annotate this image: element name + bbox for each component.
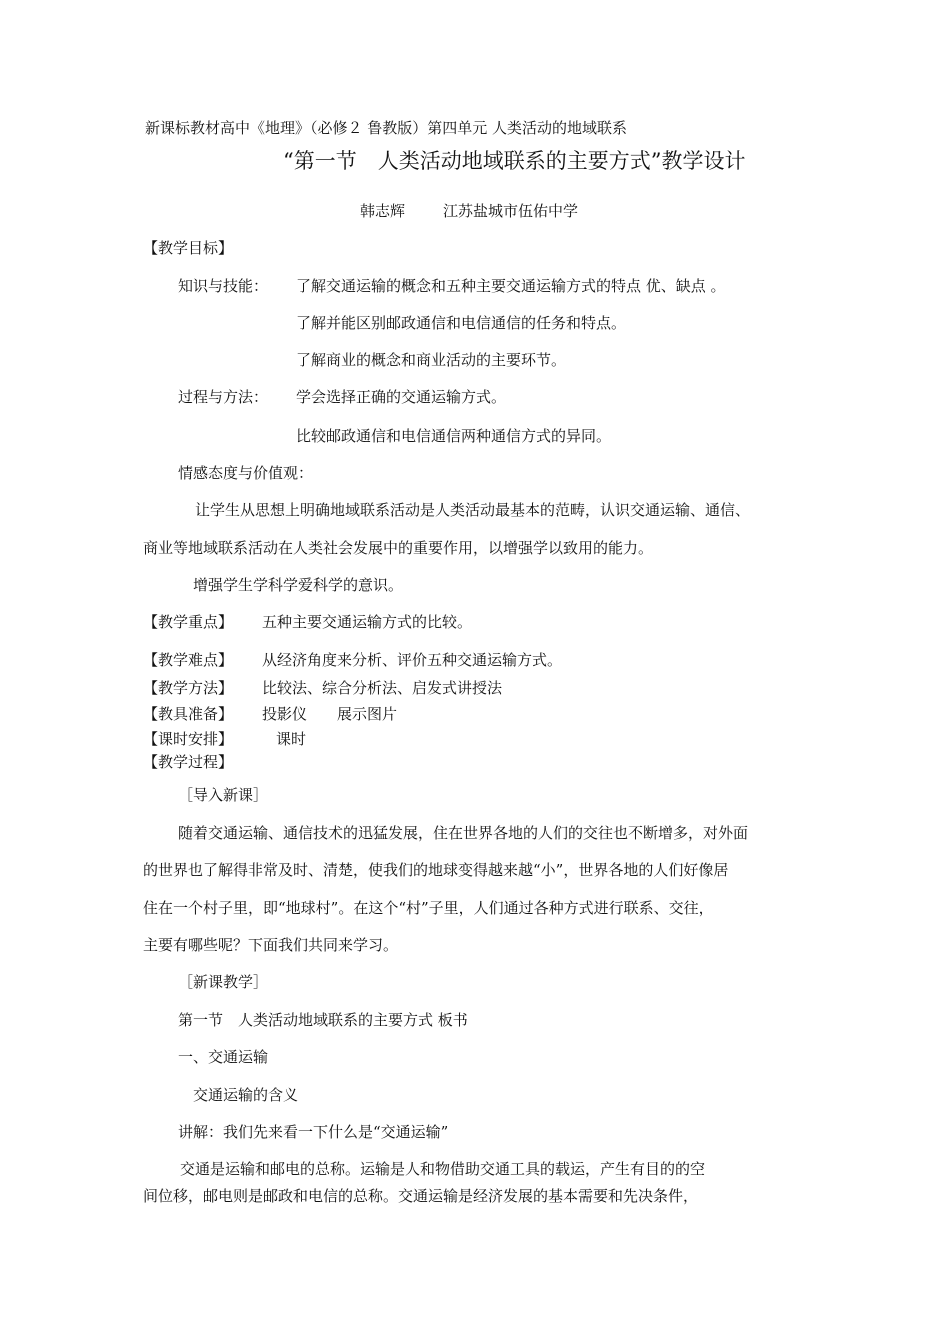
emotion-paragraph-line: 让学生从思想上明确地域联系活动是人类活动最基本的范畴，认识交通运输、通信、	[195, 501, 751, 519]
materials-row	[143, 704, 397, 724]
process-heading: 【教学过程】	[143, 753, 234, 771]
definition-line: 间位移，邮电则是邮政和电信的总称。交通运输是经济发展的基本需要和先决条件，	[143, 1187, 699, 1205]
intro-line: 主要有哪些呢？下面我们共同来学习。	[143, 936, 399, 954]
lesson-title: 第一节 人类活动地域联系的主要方式 板书	[178, 1011, 468, 1029]
knowledge-item: 了解交通运输的概念和五种主要交通运输方式的特点 优、缺点 。	[296, 277, 726, 295]
emotion-label: 情感态度与价值观：	[178, 464, 314, 482]
knowledge-item: 了解并能区别邮政通信和电信通信的任务和特点。	[296, 314, 627, 332]
part-heading: 一、交通运输	[178, 1048, 269, 1066]
section-text: 课时	[276, 730, 307, 748]
section-label: 【课时安排】	[143, 730, 234, 748]
process-item: 学会选择正确的交通运输方式。	[296, 388, 507, 406]
intro-heading: ［导入新课］	[178, 786, 269, 804]
section-label: 【教学方法】	[143, 679, 234, 697]
process-item: 比较邮政通信和电信通信两种通信方式的异同。	[296, 427, 612, 445]
emotion-paragraph-2: 增强学生学科学爱科学的意识。	[193, 576, 404, 594]
section-label: 【教学难点】	[143, 651, 234, 669]
knowledge-label: 知识与技能：	[178, 277, 269, 295]
methods-row	[143, 678, 502, 698]
section-text: 五种主要交通运输方式的比较。	[262, 613, 473, 631]
section-text: 从经济角度来分析、评价五种交通运输方式。	[262, 651, 563, 669]
section-label: 【教学重点】	[143, 613, 234, 631]
document-title: “第一节 人类活动地域联系的主要方式”教学设计	[283, 149, 746, 173]
section-text: 投影仪 展示图片	[262, 705, 398, 723]
new-lesson-heading: ［新课教学］	[178, 973, 269, 991]
author-name: 韩志辉	[360, 202, 406, 220]
intro-line: 的世界也了解得非常及时、清楚，使我们的地球变得越来越“小”，世界各地的人们好像居	[143, 861, 729, 879]
knowledge-item: 了解商业的概念和商业活动的主要环节。	[296, 351, 567, 369]
section-text: 比较法、综合分析法、启发式讲授法	[262, 679, 503, 697]
subpart-heading: 交通运输的含义	[193, 1086, 299, 1104]
series-line: 新课标教材高中《地理》（必修２ 鲁教版）第四单元 人类活动的地域联系	[145, 119, 628, 137]
difficulties-row	[143, 650, 562, 670]
emotion-paragraph-line: 商业等地域联系活动在人类社会发展中的重要作用，以增强学以致用的能力。	[143, 539, 654, 557]
process-label: 过程与方法：	[178, 388, 269, 406]
definition-line: 交通是运输和邮电的总称。运输是人和物借助交通工具的载运，产生有目的的空	[180, 1160, 706, 1178]
intro-line: 随着交通运输、通信技术的迅猛发展，住在世界各地的人们的交往也不断增多，对外面	[178, 824, 749, 842]
intro-line: 住在一个村子里，即“地球村”。在这个“村”子里，人们通过各种方式进行联系、交往，	[143, 899, 714, 917]
author-school: 江苏盐城市伍佑中学	[443, 202, 579, 220]
section-label: 【教具准备】	[143, 705, 234, 723]
explanation-line: 讲解：我们先来看一下什么是“交通运输”	[178, 1123, 449, 1141]
schedule-row	[143, 729, 306, 749]
objectives-heading: 【教学目标】	[143, 239, 234, 257]
key-points-row	[143, 612, 472, 632]
